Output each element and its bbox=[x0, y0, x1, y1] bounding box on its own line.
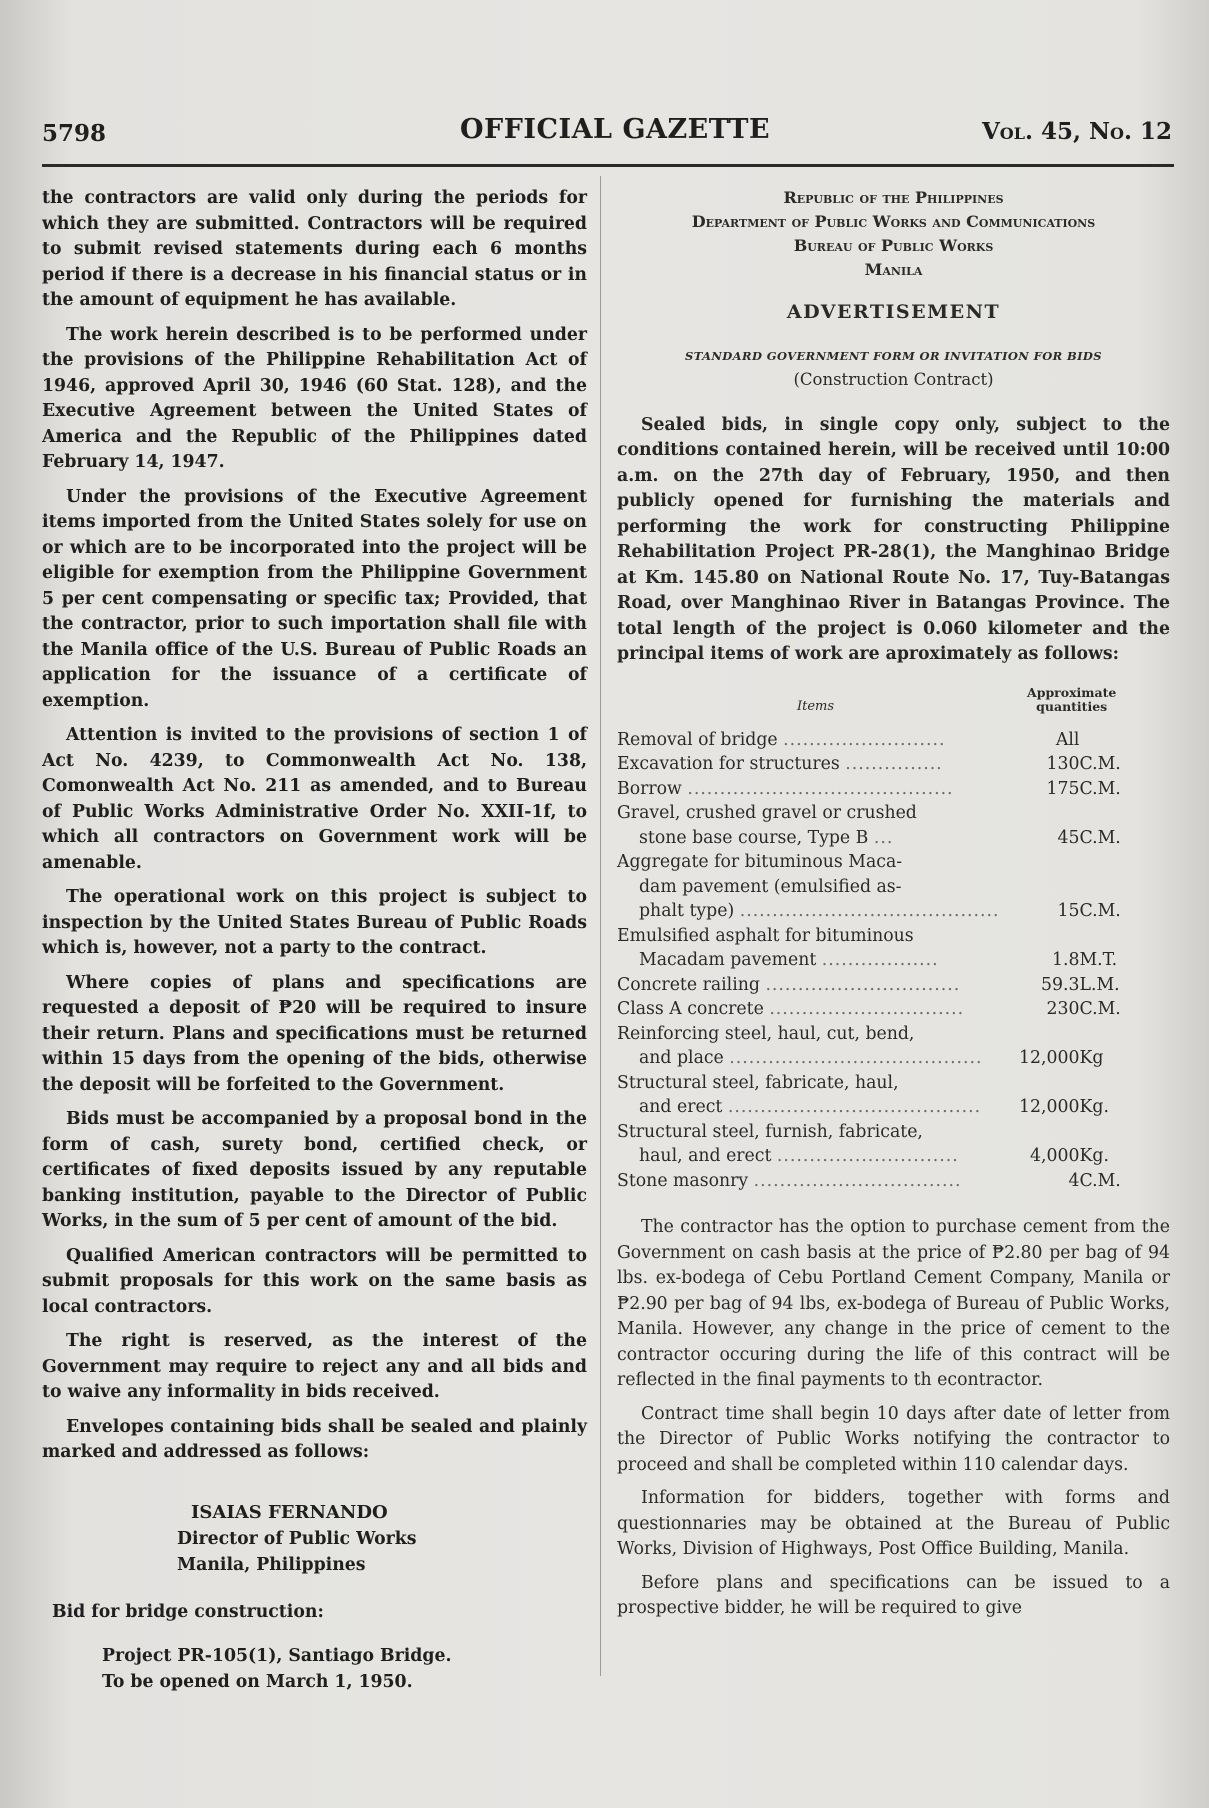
item-quantity: 130 bbox=[1046, 754, 1080, 774]
items-header: Items bbox=[797, 698, 835, 714]
quantities-header bbox=[1027, 686, 1116, 714]
item-name bbox=[617, 1046, 1019, 1071]
item-name bbox=[617, 1120, 1019, 1145]
item-name bbox=[617, 1144, 1019, 1169]
item-name bbox=[617, 1095, 1019, 1120]
advertisement-title: ADVERTISEMENT bbox=[786, 301, 1001, 323]
table-row bbox=[617, 728, 1170, 753]
volume-number: Vol. 45, No. 12 bbox=[981, 118, 1172, 145]
table-row bbox=[617, 1169, 1170, 1194]
heading-department: Department of Public Works and Communications bbox=[691, 212, 1096, 231]
leader-dots: ....................................... bbox=[729, 1048, 983, 1068]
item-label: Structural steel, furnish, fabricate, bbox=[617, 1121, 923, 1142]
item-quantity bbox=[1019, 850, 1079, 875]
item-name bbox=[617, 997, 1019, 1022]
table-row bbox=[617, 875, 1170, 900]
item-unit bbox=[1079, 1120, 1170, 1145]
item-unit: M.T. bbox=[1079, 950, 1118, 970]
item-quantity: 4,000 bbox=[1029, 1146, 1080, 1166]
item-name bbox=[617, 752, 1019, 777]
item-quantity: 59.3 bbox=[1040, 974, 1080, 995]
item-label: stone base course, Type B bbox=[639, 827, 869, 848]
table-row bbox=[617, 1120, 1170, 1145]
item-label: Stone masonry bbox=[617, 1170, 749, 1191]
items-table bbox=[617, 728, 1170, 1194]
page-header bbox=[42, 112, 1172, 152]
item-unit bbox=[1079, 728, 1170, 753]
item-name bbox=[617, 728, 1019, 753]
table-row bbox=[617, 826, 1170, 851]
item-unit: C.M. bbox=[1079, 754, 1121, 774]
bid-label: Bid for bridge construction: bbox=[52, 1601, 324, 1622]
leader-dots: ........................................ bbox=[739, 901, 1000, 921]
column-divider bbox=[600, 176, 601, 1676]
paragraph: Information for bidders, together with forms and questionnaries may be obtained at the Bureau of Public Works, Division of Highways, Post Office Building, Manila. bbox=[617, 1488, 1170, 1559]
paragraph: The contractor has the option to purchase cement from the Government on cash basis at the price of ₱2.80 per bag of 94 lbs. ex-bodega of Cebu Portland Cement Company, Manila or ₱2.90 per bag of 94 lbs, ex-bodega of Bureau of Public Works, Manila. However, any change in the price of cement to the contractor occuring during the life of this contract will be reflected in the final payments to th econtractor. bbox=[617, 1217, 1170, 1390]
item-name bbox=[617, 875, 1019, 900]
leader-dots: ....................................... bbox=[727, 1097, 982, 1117]
item-quantity bbox=[1019, 924, 1079, 949]
paragraph: Envelopes containing bids shall be sealed and plainly marked and addressed as follows: bbox=[42, 1416, 587, 1462]
item-name bbox=[617, 1169, 1019, 1194]
item-unit bbox=[1079, 875, 1170, 900]
paragraph: Before plans and specifications can be issued to a prospective bidder, he will be required to give bbox=[617, 1572, 1170, 1618]
paragraph: Bids must be accompanied by a proposal bond in the form of cash, surety bond, certified check, or certificates of fixed deposits issued by any reputable banking institution, payable to the Director of Public Works, in the sum of 5 per cent of amount of the bid. bbox=[42, 1109, 587, 1231]
item-unit: Kg bbox=[1079, 1048, 1104, 1068]
table-row bbox=[617, 1095, 1170, 1120]
table-row bbox=[617, 997, 1170, 1022]
item-unit: Kg. bbox=[1079, 1097, 1109, 1117]
item-label: and erect bbox=[639, 1097, 723, 1117]
project-info bbox=[102, 1643, 587, 1695]
paragraph: Attention is invited to the provisions of section 1 of Act No. 4239, to Commonwealth Act No. 138, Comonwealth Act No. 211 as amended, and to Bureau of Public Works Administrative Order No. XXII-1f, to which all contractors on Government work will be amenable. bbox=[42, 725, 587, 873]
item-quantity bbox=[1019, 875, 1079, 900]
paragraph: Qualified American contractors will be permitted to submit proposals for this work on the same basis as local contractors. bbox=[42, 1245, 587, 1317]
item-unit: C.M. bbox=[1079, 999, 1121, 1019]
items-table-header bbox=[617, 686, 1170, 728]
gazette-title: OFFICIAL GAZETTE bbox=[460, 114, 771, 145]
item-label: Aggregate for bituminous Maca- bbox=[617, 852, 903, 872]
contract-type: (Construction Contract) bbox=[793, 370, 994, 389]
paragraph: the contractors are valid only during the periods for which they are submitted. Contractors will be required to submit revised statements during each 6 months period if there is a decrease in his financial status or in the amount of equipment he has available. bbox=[42, 188, 587, 310]
leader-dots: ......................................... bbox=[687, 778, 954, 799]
table-row bbox=[617, 924, 1170, 949]
item-quantity: 15 bbox=[1057, 901, 1080, 921]
leader-dots: .............................. bbox=[765, 974, 961, 995]
leader-dots: ................................ bbox=[753, 1170, 962, 1191]
item-label: dam pavement (emulsified as- bbox=[639, 876, 902, 897]
item-quantity: 12,000 bbox=[1019, 1097, 1080, 1117]
item-label: Gravel, crushed gravel or crushed bbox=[617, 803, 917, 823]
table-row bbox=[617, 1046, 1170, 1071]
item-label: Class A concrete bbox=[617, 999, 764, 1019]
item-label: Excavation for structures bbox=[617, 754, 840, 774]
item-quantity: 12,000 bbox=[1019, 1048, 1080, 1068]
item-label: Reinforcing steel, haul, cut, bend, bbox=[617, 1023, 915, 1044]
item-label: Concrete railing bbox=[617, 974, 760, 995]
director-name: ISAIAS FERNANDO bbox=[191, 1501, 388, 1523]
intro-paragraph: Sealed bids, in single copy only, subject to the conditions contained herein, will be received until 10:00 a.m. on the 27th day of February, 1950, and then publicly opened for furnishing the materials and performing the work for constructing Philippine Rehabilitation Project PR-28(1), the Manghinao Bridge at Km. 145.80 on National Route No. 17, Tuy-Batangas Road, over Manghinao River in Batangas Province. The total length of the project is 0.060 kilometer and the principal items of work are aproximately as follows: bbox=[617, 414, 1170, 664]
item-quantity: 4 bbox=[1068, 1170, 1080, 1191]
left-column bbox=[42, 186, 587, 1695]
leader-dots: ... bbox=[873, 827, 894, 848]
item-unit bbox=[1079, 1071, 1170, 1096]
table-row bbox=[617, 801, 1170, 826]
item-quantity: All bbox=[1055, 729, 1080, 750]
item-name bbox=[617, 973, 1019, 998]
item-unit: L.M. bbox=[1079, 974, 1120, 995]
leader-dots: .............................. bbox=[769, 999, 965, 1019]
item-unit: C.M. bbox=[1079, 778, 1121, 799]
item-unit bbox=[1079, 924, 1170, 949]
table-row bbox=[617, 899, 1170, 924]
standard-form-label: STANDARD GOVERNMENT FORM OR INVITATION FOR BIDS bbox=[685, 348, 1102, 363]
project-line: Project PR-105(1), Santiago Bridge. bbox=[102, 1646, 452, 1666]
item-quantity bbox=[1019, 1071, 1079, 1096]
item-label: haul, and erect bbox=[639, 1146, 772, 1166]
item-name bbox=[617, 899, 1019, 924]
leader-dots: .................. bbox=[821, 950, 939, 970]
address-block bbox=[177, 1500, 587, 1578]
item-name bbox=[617, 801, 1019, 826]
table-row bbox=[617, 752, 1170, 777]
right-column bbox=[617, 186, 1170, 1630]
item-quantity bbox=[1019, 1120, 1079, 1145]
item-name bbox=[617, 826, 1019, 851]
item-unit: Kg. bbox=[1079, 1146, 1109, 1166]
item-unit: C.M. bbox=[1079, 1170, 1121, 1191]
item-name bbox=[617, 850, 1019, 875]
paragraph: Where copies of plans and specifications are requested a deposit of ₱20 will be required to insure their return. Plans and specifications must be returned within 15 days from the opening of the bids, otherwise the deposit will be forfeited to the Government. bbox=[42, 972, 587, 1095]
project-line: To be opened on March 1, 1950. bbox=[102, 1672, 413, 1692]
director-title: Director of Public Works bbox=[177, 1528, 417, 1549]
header-rule bbox=[42, 164, 1174, 167]
item-name bbox=[617, 924, 1019, 949]
heading-city: Manila bbox=[864, 260, 923, 279]
item-label: Macadam pavement bbox=[639, 950, 817, 970]
quantities-header-line: Approximate bbox=[1027, 684, 1117, 700]
leader-dots: ............... bbox=[845, 754, 943, 774]
item-label: Structural steel, fabricate, haul, bbox=[617, 1072, 899, 1093]
item-label: Borrow bbox=[617, 778, 682, 799]
table-row bbox=[617, 777, 1170, 802]
item-label: Removal of bridge bbox=[617, 729, 778, 750]
item-quantity: 175 bbox=[1046, 778, 1080, 799]
leader-dots: ............................ bbox=[776, 1146, 959, 1166]
heading-republic: Republic of the Philippines bbox=[783, 188, 1004, 207]
paragraph: The right is reserved, as the interest of the Government may require to reject any and all bids and to waive any informality in bids received. bbox=[42, 1331, 587, 1402]
page-number: 5798 bbox=[42, 120, 107, 147]
paragraph: Contract time shall begin 10 days after date of letter from the Director of Public Works notifying the contractor to proceed and shall be completed within 110 calendar days. bbox=[617, 1403, 1170, 1475]
table-row bbox=[617, 948, 1170, 973]
item-unit: C.M. bbox=[1079, 827, 1121, 848]
item-label: phalt type) bbox=[639, 901, 735, 921]
item-unit bbox=[1079, 801, 1170, 826]
table-row bbox=[617, 1144, 1170, 1169]
item-name bbox=[617, 777, 1019, 802]
paragraph: Under the provisions of the Executive Agreement items imported from the United States solely for use on or which are to be incorporated into the project will be eligible for exemption from the Philippine Government 5 per cent compensating or specific tax; Provided, that the contractor, prior to such importation shall file with the Manila office of the U.S. Bureau of Public Roads an application for the issuance of a certificate of exemption. bbox=[42, 486, 587, 711]
director-place: Manila, Philippines bbox=[177, 1554, 366, 1575]
heading-bureau: Bureau of Public Works bbox=[793, 236, 994, 255]
item-quantity bbox=[1019, 801, 1079, 826]
paragraph: The work herein described is to be performed under the provisions of the Philippine Rehabilitation Act of 1946, approved April 30, 1946 (60 Stat. 128), and the Executive Agreement between the United States of America and the Republic of the Philippines dated February 14, 1947. bbox=[42, 324, 587, 472]
quantities-header-line: quantities bbox=[1036, 698, 1108, 714]
paragraph: The operational work on this project is subject to inspection by the United States Bureau of Public Roads which is, however, not a party to the contract. bbox=[42, 887, 587, 958]
item-quantity: 230 bbox=[1046, 999, 1080, 1019]
table-row bbox=[617, 850, 1170, 875]
item-name bbox=[617, 948, 1019, 973]
item-unit bbox=[1079, 850, 1170, 875]
item-quantity bbox=[1019, 1022, 1079, 1047]
table-row bbox=[617, 1022, 1170, 1047]
item-quantity: 1.8 bbox=[1051, 950, 1080, 970]
leader-dots: ......................... bbox=[783, 729, 946, 750]
item-label: and place bbox=[639, 1048, 724, 1068]
item-label: Emulsified asphalt for bituminous bbox=[617, 925, 914, 946]
item-quantity: 45 bbox=[1057, 827, 1080, 848]
item-name bbox=[617, 1022, 1019, 1047]
table-row bbox=[617, 1071, 1170, 1096]
table-row bbox=[617, 973, 1170, 998]
item-unit: C.M. bbox=[1079, 901, 1121, 921]
item-unit bbox=[1079, 1022, 1170, 1047]
item-name bbox=[617, 1071, 1019, 1096]
